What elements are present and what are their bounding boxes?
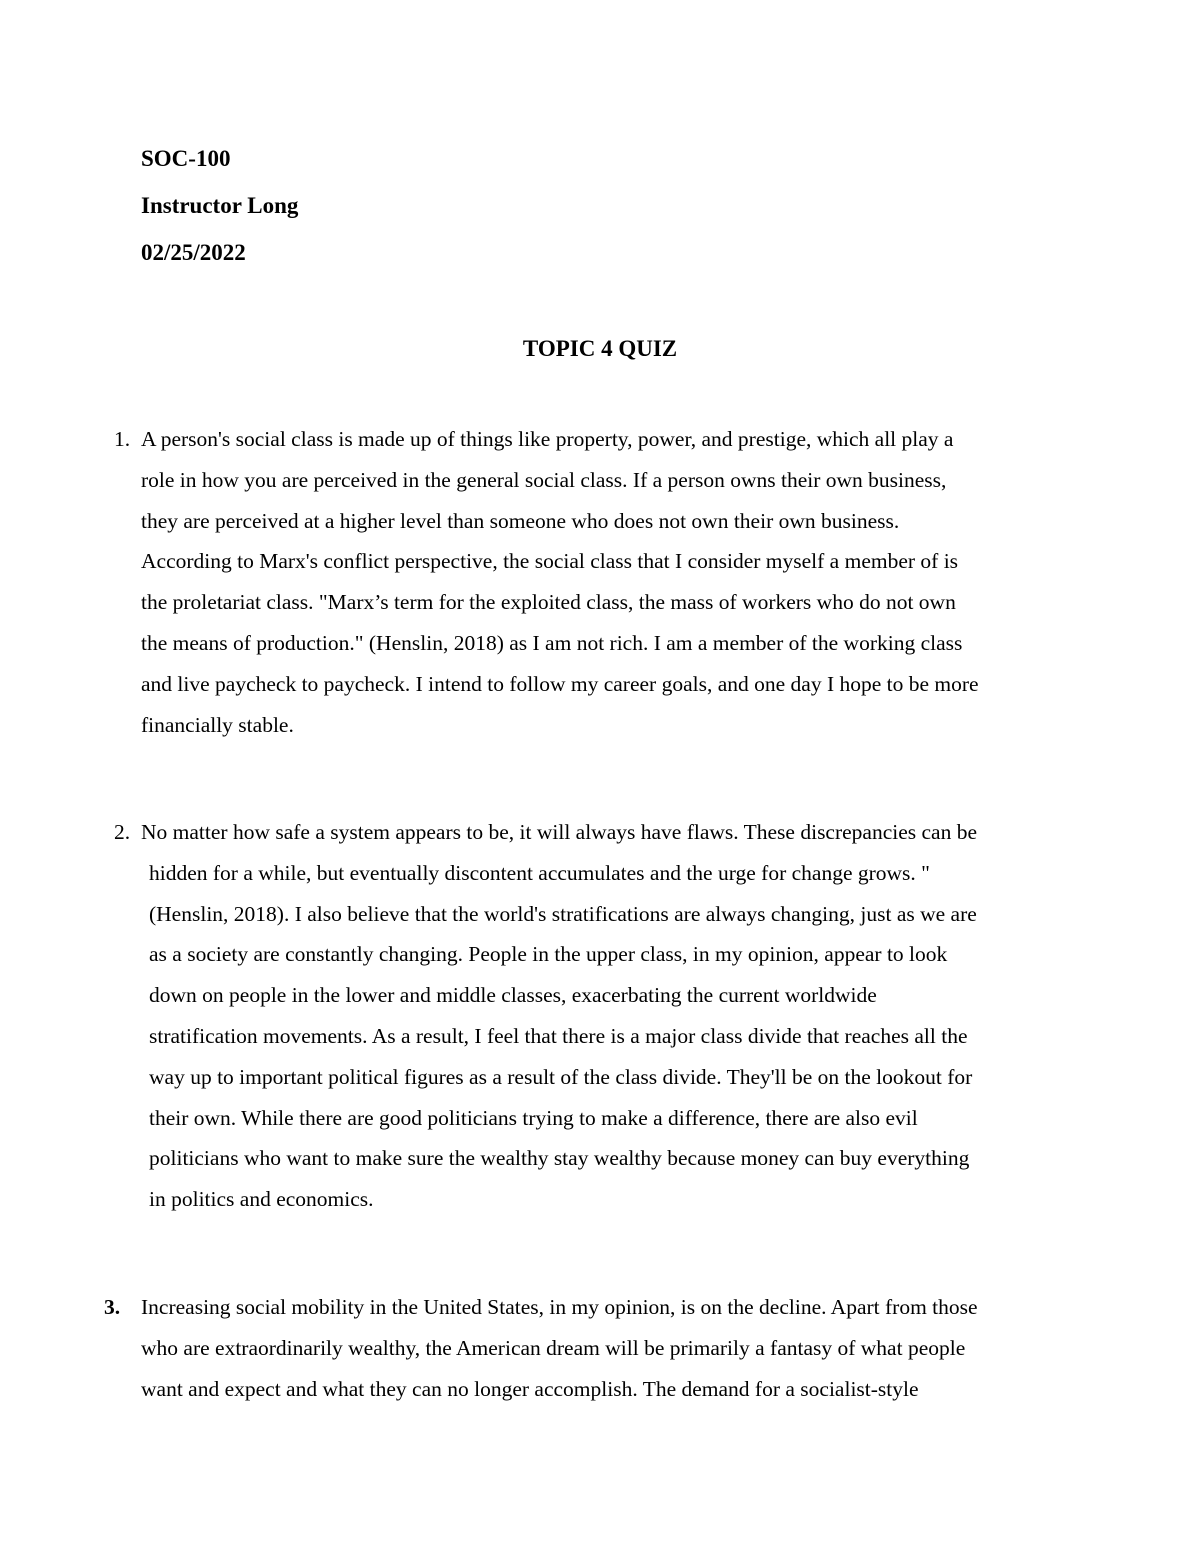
- answer-line: (Henslin, 2018). I also believe that the world's stratifications are always changing, just as we are: [149, 901, 977, 926]
- answer-line: as a society are constantly changing. People in the upper class, in my opinion, appear to look: [149, 942, 948, 967]
- answer-line: role in how you are perceived in the general social class. If a person owns their own business,: [141, 467, 947, 492]
- answer-line: No matter how safe a system appears to be, it will always have flaws. These discrepancies can be: [141, 820, 978, 844]
- answer-line: and live paycheck to paycheck. I intend to follow my career goals, and one day I hope to be more: [141, 671, 979, 696]
- answer-line: want and expect and what they can no longer accomplish. The demand for a socialist-style: [141, 1376, 919, 1401]
- answer-line: A person's social class is made up of things like property, power, and prestige, which all play a: [141, 427, 954, 451]
- answer-number: 1.: [114, 427, 131, 451]
- answer-line: the means of production." (Henslin, 2018) as I am not rich. I am a member of the working class: [141, 630, 963, 655]
- quiz-answer-2: [0, 812, 1200, 1222]
- answer-text: [141, 812, 1081, 1220]
- quiz-answer-3: [0, 1287, 1200, 1417]
- answer-text: [141, 1287, 1081, 1409]
- answer-line: they are perceived at a higher level than someone who does not own their own business.: [141, 508, 900, 533]
- submission-date: 02/25/2022: [141, 240, 246, 265]
- answer-line: way up to important political figures as a result of the class divide. They'll be on the lookout for: [149, 1064, 973, 1089]
- answer-line: the proletariat class. "Marx’s term for the exploited class, the mass of workers who do not own: [141, 590, 956, 615]
- answer-line: their own. While there are good politicians trying to make a difference, there are also evil: [149, 1105, 918, 1130]
- answer-line: According to Marx's conflict perspective, the social class that I consider myself a member of is: [141, 549, 959, 574]
- quiz-answer-1: [0, 419, 1200, 749]
- answer-text: [141, 419, 1071, 745]
- answer-line: stratification movements. As a result, I feel that there is a major class divide that reaches all the: [149, 1023, 968, 1048]
- answer-line: down on people in the lower and middle classes, exacerbating the current worldwide: [149, 983, 877, 1008]
- answer-number: 2.: [114, 820, 131, 844]
- answer-line: in politics and economics.: [149, 1187, 374, 1212]
- quiz-title: TOPIC 4 QUIZ: [522, 336, 678, 361]
- course-code: SOC-100: [141, 146, 231, 171]
- answer-line: Increasing social mobility in the United States, in my opinion, is on the decline. Apart from those: [141, 1295, 978, 1319]
- answer-line: who are extraordinarily wealthy, the American dream will be primarily a fantasy of what people: [141, 1335, 966, 1360]
- answer-number: 3.: [104, 1295, 121, 1319]
- answer-line: politicians who want to make sure the wealthy stay wealthy because money can buy everything: [149, 1146, 970, 1171]
- instructor-name: Instructor Long: [141, 193, 299, 218]
- answer-line: hidden for a while, but eventually discontent accumulates and the urge for change grows. ": [149, 860, 930, 885]
- answer-line: financially stable.: [141, 712, 294, 737]
